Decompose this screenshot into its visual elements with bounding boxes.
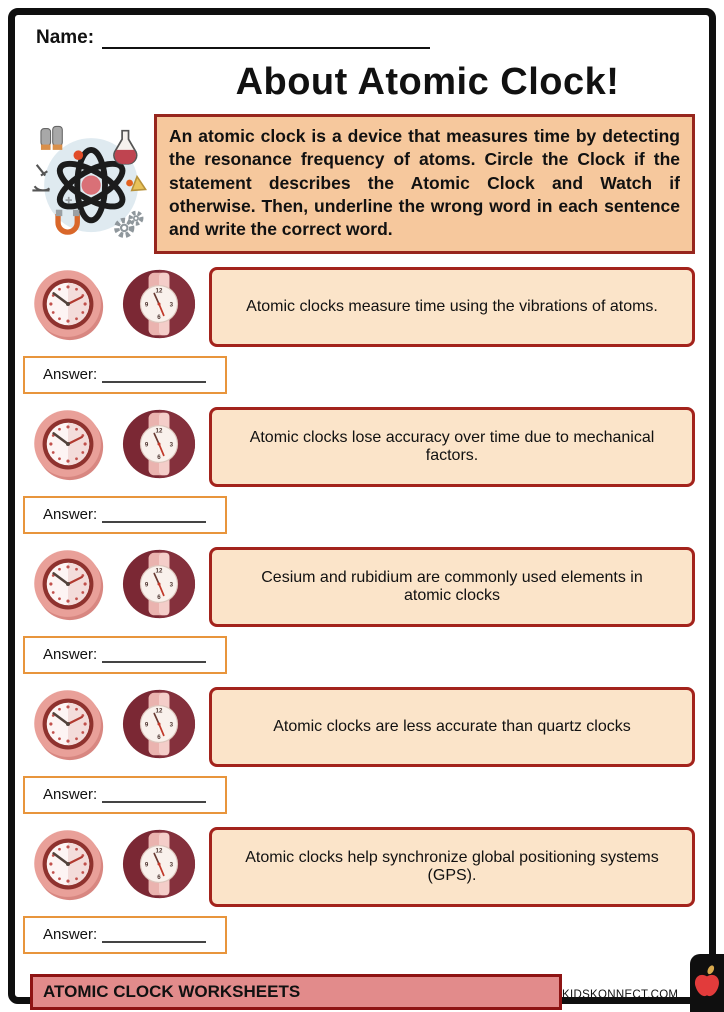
science-atom-icon	[30, 120, 148, 251]
question-block	[30, 267, 695, 394]
question-block	[30, 407, 695, 534]
statement-box: Atomic clocks measure time using the vibrations of atoms.	[209, 267, 695, 347]
wall-clock-icon[interactable]	[31, 687, 105, 761]
choice-icons	[30, 267, 209, 341]
wrist-watch-icon[interactable]	[119, 827, 199, 901]
answer-label: Answer:	[43, 786, 98, 804]
answer-blank-field[interactable]	[102, 927, 206, 943]
name-blank-field[interactable]	[102, 27, 430, 49]
instruction-box: An atomic clock is a device that measures time by detecting the resonance frequency of atoms. Circle the Clock if the statement describes the Atomic Clock and Watch if otherwise. Then, underline the wrong word in each sentence and write the correct word.	[154, 114, 695, 254]
name-label: Name:	[36, 27, 95, 48]
answer-label: Answer:	[43, 506, 98, 524]
answer-box	[23, 496, 227, 534]
site-link[interactable]: KIDSKONNECT.COM	[562, 989, 679, 1002]
wall-clock-icon[interactable]	[31, 547, 105, 621]
question-block	[30, 827, 695, 954]
choice-icons	[30, 827, 209, 901]
question-block	[30, 687, 695, 814]
intro-section	[30, 114, 695, 254]
answer-box	[23, 356, 227, 394]
statement-box: Atomic clocks help synchronize global positioning systems (GPS).	[209, 827, 695, 907]
footer	[30, 954, 709, 1012]
apple-logo-icon	[690, 954, 724, 1012]
gloves-icon	[41, 126, 62, 149]
footer-banner: ATOMIC CLOCK WORKSHEETS	[30, 974, 562, 1010]
answer-blank-field[interactable]	[102, 507, 206, 523]
wrist-watch-icon[interactable]	[119, 547, 199, 621]
wall-clock-icon[interactable]	[31, 407, 105, 481]
choice-icons	[30, 547, 209, 621]
answer-box	[23, 776, 227, 814]
answer-label: Answer:	[43, 366, 98, 384]
wrist-watch-icon[interactable]	[119, 687, 199, 761]
statement-box: Atomic clocks are less accurate than quartz clocks	[209, 687, 695, 767]
statement-box: Atomic clocks lose accuracy over time due to mechanical factors.	[209, 407, 695, 487]
page-title: About Atomic Clock!	[235, 61, 620, 103]
answer-blank-field[interactable]	[102, 647, 206, 663]
answer-box	[23, 636, 227, 674]
worksheet-page	[8, 8, 716, 1004]
choice-icons	[30, 687, 209, 761]
choice-icons	[30, 407, 209, 481]
name-row	[36, 27, 695, 49]
answer-blank-field[interactable]	[102, 367, 206, 383]
answer-label: Answer:	[43, 926, 98, 944]
answer-label: Answer:	[43, 646, 98, 664]
wall-clock-icon[interactable]	[31, 827, 105, 901]
wall-clock-icon[interactable]	[31, 267, 105, 341]
wrist-watch-icon[interactable]	[119, 267, 199, 341]
answer-blank-field[interactable]	[102, 787, 206, 803]
statement-box: Cesium and rubidium are commonly used elements in atomic clocks	[209, 547, 695, 627]
flask-icon	[114, 131, 137, 164]
question-block	[30, 547, 695, 674]
wrist-watch-icon[interactable]	[119, 407, 199, 481]
answer-box	[23, 916, 227, 954]
